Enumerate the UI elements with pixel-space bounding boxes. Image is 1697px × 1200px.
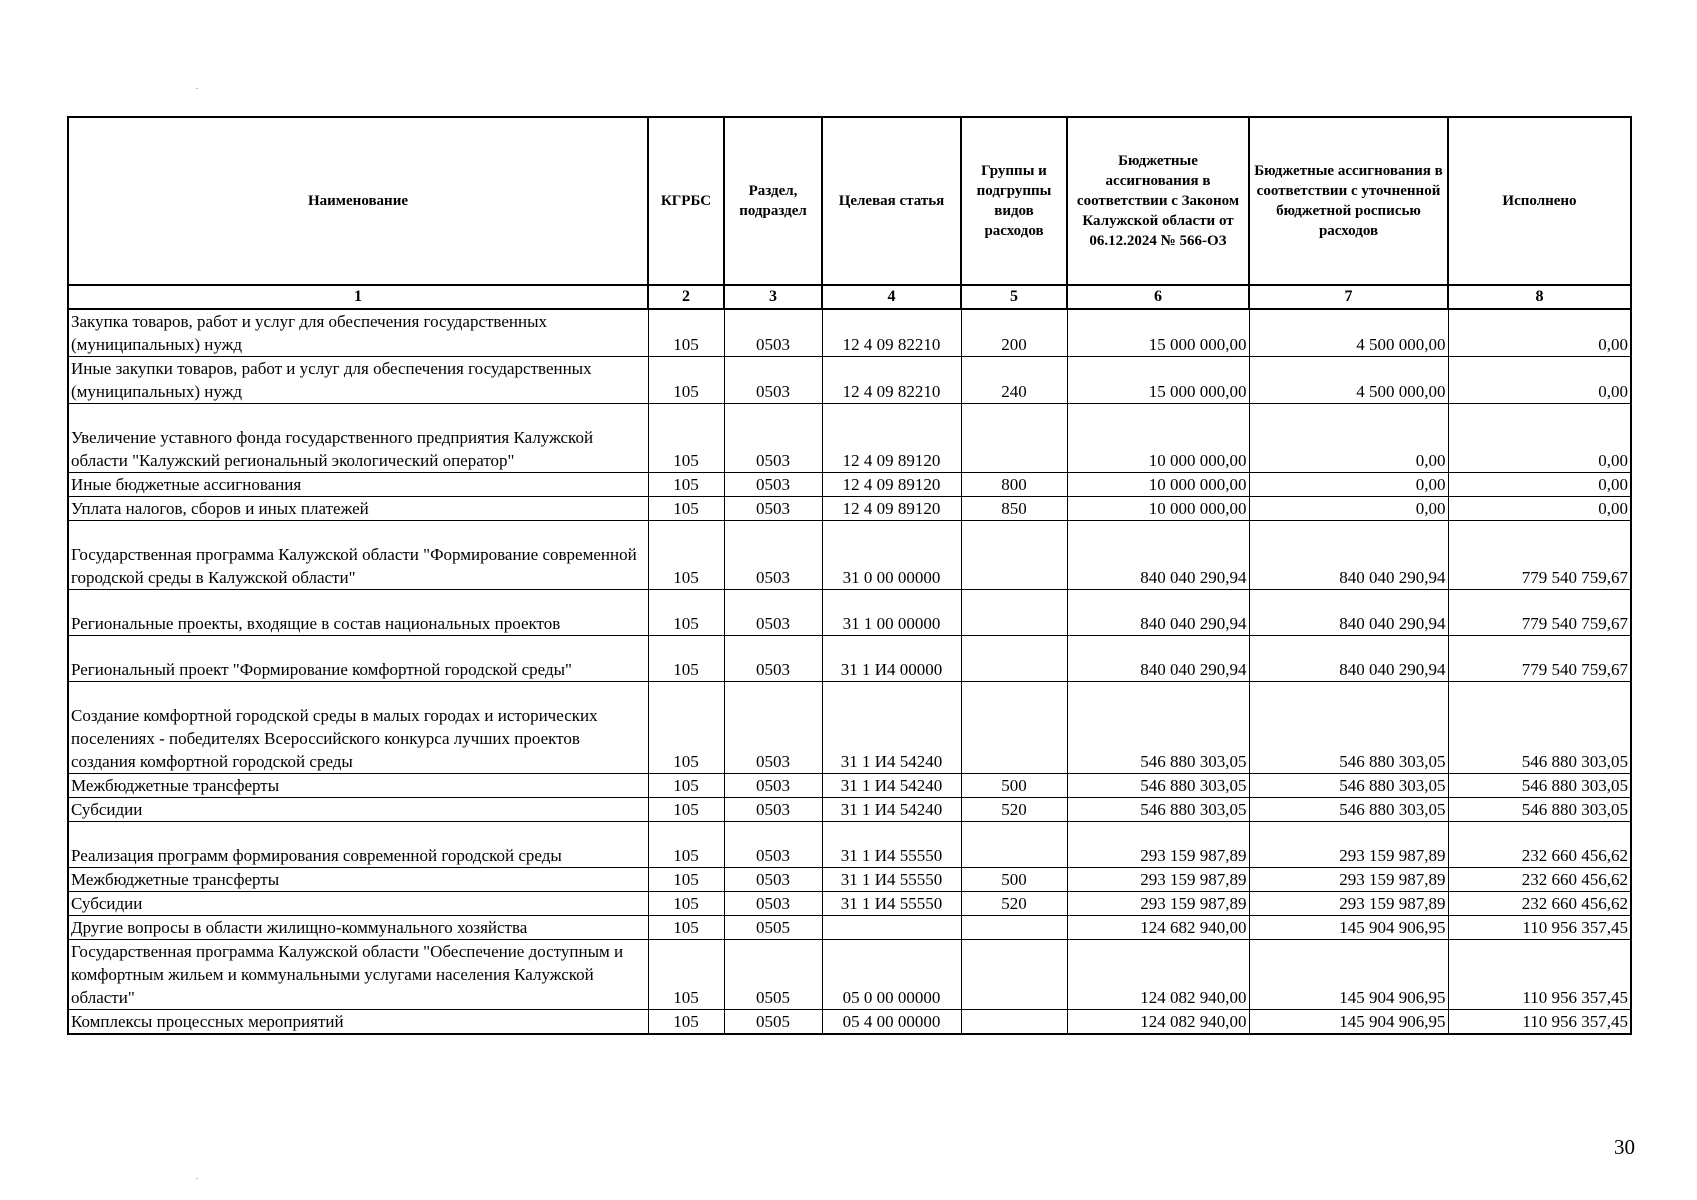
row-target-article: 31 1 И4 55550 <box>822 868 961 892</box>
row-name: Межбюджетные трансферты <box>68 868 648 892</box>
row-executed-amount: 232 660 456,62 <box>1448 868 1631 892</box>
row-kgrbs: 105 <box>648 822 724 868</box>
table-row <box>68 497 1631 521</box>
table-row <box>68 1010 1631 1035</box>
column-number: 7 <box>1249 285 1448 309</box>
row-schedule-amount: 293 159 987,89 <box>1249 868 1448 892</box>
table-row <box>68 473 1631 497</box>
row-law-amount: 840 040 290,94 <box>1067 521 1249 590</box>
row-target-article: 12 4 09 89120 <box>822 404 961 473</box>
row-law-amount: 293 159 987,89 <box>1067 892 1249 916</box>
row-target-article: 31 1 И4 54240 <box>822 798 961 822</box>
row-name: Реализация программ формирования современной городской среды <box>68 822 648 868</box>
row-expense-group <box>961 916 1067 940</box>
row-schedule-amount: 0,00 <box>1249 404 1448 473</box>
row-kgrbs: 105 <box>648 940 724 1010</box>
row-name: Иные закупки товаров, работ и услуг для обеспечения государственных (муниципальных) нужд <box>68 357 648 404</box>
row-law-amount: 10 000 000,00 <box>1067 497 1249 521</box>
row-law-amount: 124 082 940,00 <box>1067 940 1249 1010</box>
row-law-amount: 15 000 000,00 <box>1067 357 1249 404</box>
row-name: Государственная программа Калужской области "Обеспечение доступным и комфортным жильем и коммунальными услугами населения Калужской области" <box>68 940 648 1010</box>
row-name: Создание комфортной городской среды в малых городах и исторических поселениях - победителях Всероссийского конкурса лучших проектов создания комфортной городской среды <box>68 682 648 774</box>
header-row <box>68 117 1631 285</box>
row-kgrbs: 105 <box>648 357 724 404</box>
table-row <box>68 521 1631 590</box>
row-target-article: 12 4 09 89120 <box>822 497 961 521</box>
row-kgrbs: 105 <box>648 868 724 892</box>
row-executed-amount: 0,00 <box>1448 404 1631 473</box>
row-expense-group: 850 <box>961 497 1067 521</box>
row-expense-group <box>961 590 1067 636</box>
row-schedule-amount: 145 904 906,95 <box>1249 916 1448 940</box>
row-kgrbs: 105 <box>648 521 724 590</box>
row-executed-amount: 779 540 759,67 <box>1448 636 1631 682</box>
row-target-article: 31 1 И4 00000 <box>822 636 961 682</box>
table-row <box>68 774 1631 798</box>
table-row <box>68 940 1631 1010</box>
row-law-amount: 293 159 987,89 <box>1067 822 1249 868</box>
row-name: Межбюджетные трансферты <box>68 774 648 798</box>
row-expense-group: 520 <box>961 798 1067 822</box>
row-law-amount: 546 880 303,05 <box>1067 774 1249 798</box>
table-row <box>68 868 1631 892</box>
row-name: Комплексы процессных мероприятий <box>68 1010 648 1035</box>
row-executed-amount: 0,00 <box>1448 309 1631 357</box>
row-law-amount: 10 000 000,00 <box>1067 473 1249 497</box>
row-section: 0503 <box>724 357 822 404</box>
row-law-amount: 10 000 000,00 <box>1067 404 1249 473</box>
row-law-amount: 124 682 940,00 <box>1067 916 1249 940</box>
row-expense-group: 200 <box>961 309 1067 357</box>
row-kgrbs: 105 <box>648 473 724 497</box>
row-section: 0503 <box>724 682 822 774</box>
row-expense-group <box>961 636 1067 682</box>
table-row <box>68 309 1631 357</box>
row-schedule-amount: 293 159 987,89 <box>1249 892 1448 916</box>
row-executed-amount: 779 540 759,67 <box>1448 521 1631 590</box>
row-law-amount: 15 000 000,00 <box>1067 309 1249 357</box>
row-kgrbs: 105 <box>648 404 724 473</box>
row-name: Другие вопросы в области жилищно-коммунального хозяйства <box>68 916 648 940</box>
row-law-amount: 546 880 303,05 <box>1067 682 1249 774</box>
table-body <box>68 309 1631 1034</box>
row-expense-group <box>961 1010 1067 1035</box>
row-section: 0503 <box>724 404 822 473</box>
row-kgrbs: 105 <box>648 892 724 916</box>
column-number-row <box>68 285 1631 309</box>
column-number: 4 <box>822 285 961 309</box>
table-row <box>68 636 1631 682</box>
column-number: 2 <box>648 285 724 309</box>
row-expense-group: 520 <box>961 892 1067 916</box>
row-schedule-amount: 0,00 <box>1249 497 1448 521</box>
table-row <box>68 682 1631 774</box>
header-section: Раздел, подраздел <box>724 117 822 285</box>
row-kgrbs: 105 <box>648 636 724 682</box>
row-law-amount: 124 082 940,00 <box>1067 1010 1249 1035</box>
row-section: 0505 <box>724 916 822 940</box>
row-expense-group: 500 <box>961 868 1067 892</box>
header-law-allocations: Бюджетные ассигнования в соответствии с Законом Калужской области от 06.12.2024 № 566-ОЗ <box>1067 117 1249 285</box>
row-target-article: 12 4 09 82210 <box>822 309 961 357</box>
row-expense-group <box>961 822 1067 868</box>
row-kgrbs: 105 <box>648 590 724 636</box>
table-row <box>68 590 1631 636</box>
row-kgrbs: 105 <box>648 916 724 940</box>
table-row <box>68 916 1631 940</box>
row-section: 0503 <box>724 497 822 521</box>
row-schedule-amount: 840 040 290,94 <box>1249 636 1448 682</box>
row-executed-amount: 779 540 759,67 <box>1448 590 1631 636</box>
row-section: 0503 <box>724 590 822 636</box>
row-schedule-amount: 145 904 906,95 <box>1249 940 1448 1010</box>
row-expense-group: 240 <box>961 357 1067 404</box>
row-expense-group <box>961 404 1067 473</box>
row-expense-group <box>961 940 1067 1010</box>
row-section: 0503 <box>724 774 822 798</box>
row-target-article: 12 4 09 89120 <box>822 473 961 497</box>
row-section: 0505 <box>724 1010 822 1035</box>
row-section: 0503 <box>724 309 822 357</box>
row-name: Закупка товаров, работ и услуг для обеспечения государственных (муниципальных) нужд <box>68 309 648 357</box>
header-budget-schedule: Бюджетные ассигнования в соответствии с уточненной бюджетной росписью расходов <box>1249 117 1448 285</box>
header-target-article: Целевая статья <box>822 117 961 285</box>
column-number: 3 <box>724 285 822 309</box>
row-kgrbs: 105 <box>648 1010 724 1035</box>
header-name: Наименование <box>68 117 648 285</box>
header-kgrbs: КГРБС <box>648 117 724 285</box>
row-expense-group <box>961 521 1067 590</box>
row-kgrbs: 105 <box>648 309 724 357</box>
row-section: 0503 <box>724 868 822 892</box>
row-name: Уплата налогов, сборов и иных платежей <box>68 497 648 521</box>
row-executed-amount: 110 956 357,45 <box>1448 940 1631 1010</box>
row-schedule-amount: 293 159 987,89 <box>1249 822 1448 868</box>
row-name: Региональные проекты, входящие в состав национальных проектов <box>68 590 648 636</box>
column-number: 1 <box>68 285 648 309</box>
table-row <box>68 404 1631 473</box>
row-section: 0503 <box>724 521 822 590</box>
row-executed-amount: 546 880 303,05 <box>1448 774 1631 798</box>
row-expense-group: 500 <box>961 774 1067 798</box>
row-target-article: 31 1 И4 54240 <box>822 774 961 798</box>
row-target-article: 31 1 И4 55550 <box>822 822 961 868</box>
row-name: Субсидии <box>68 798 648 822</box>
row-executed-amount: 546 880 303,05 <box>1448 798 1631 822</box>
row-section: 0503 <box>724 798 822 822</box>
row-schedule-amount: 546 880 303,05 <box>1249 774 1448 798</box>
row-kgrbs: 105 <box>648 682 724 774</box>
page-number: 30 <box>1614 1135 1635 1159</box>
row-expense-group <box>961 682 1067 774</box>
row-schedule-amount: 546 880 303,05 <box>1249 682 1448 774</box>
row-section: 0503 <box>724 636 822 682</box>
table-row <box>68 822 1631 868</box>
row-target-article: 05 0 00 00000 <box>822 940 961 1010</box>
row-executed-amount: 0,00 <box>1448 497 1631 521</box>
scan-speck <box>196 1178 198 1179</box>
row-target-article: 31 1 И4 55550 <box>822 892 961 916</box>
row-law-amount: 840 040 290,94 <box>1067 636 1249 682</box>
row-target-article: 31 1 00 00000 <box>822 590 961 636</box>
table-row <box>68 798 1631 822</box>
row-schedule-amount: 4 500 000,00 <box>1249 309 1448 357</box>
row-expense-group: 800 <box>961 473 1067 497</box>
row-schedule-amount: 840 040 290,94 <box>1249 590 1448 636</box>
table-row <box>68 892 1631 916</box>
row-executed-amount: 232 660 456,62 <box>1448 822 1631 868</box>
row-name: Субсидии <box>68 892 648 916</box>
row-kgrbs: 105 <box>648 774 724 798</box>
scan-speck <box>196 88 198 89</box>
row-law-amount: 546 880 303,05 <box>1067 798 1249 822</box>
row-schedule-amount: 840 040 290,94 <box>1249 521 1448 590</box>
row-target-article: 31 1 И4 54240 <box>822 682 961 774</box>
row-schedule-amount: 145 904 906,95 <box>1249 1010 1448 1035</box>
row-schedule-amount: 4 500 000,00 <box>1249 357 1448 404</box>
row-target-article: 05 4 00 00000 <box>822 1010 961 1035</box>
row-target-article: 31 0 00 00000 <box>822 521 961 590</box>
row-executed-amount: 546 880 303,05 <box>1448 682 1631 774</box>
column-number: 8 <box>1448 285 1631 309</box>
row-kgrbs: 105 <box>648 497 724 521</box>
row-name: Иные бюджетные ассигнования <box>68 473 648 497</box>
row-executed-amount: 110 956 357,45 <box>1448 1010 1631 1035</box>
row-law-amount: 840 040 290,94 <box>1067 590 1249 636</box>
row-section: 0503 <box>724 473 822 497</box>
row-executed-amount: 0,00 <box>1448 473 1631 497</box>
row-name: Региональный проект "Формирование комфортной городской среды" <box>68 636 648 682</box>
row-section: 0503 <box>724 892 822 916</box>
row-target-article <box>822 916 961 940</box>
row-section: 0505 <box>724 940 822 1010</box>
row-name: Увеличение уставного фонда государственного предприятия Калужской области "Калужский региональный экологический оператор" <box>68 404 648 473</box>
row-executed-amount: 0,00 <box>1448 357 1631 404</box>
row-schedule-amount: 546 880 303,05 <box>1249 798 1448 822</box>
row-name: Государственная программа Калужской области "Формирование современной городской среды в Калужской области" <box>68 521 648 590</box>
row-executed-amount: 232 660 456,62 <box>1448 892 1631 916</box>
row-kgrbs: 105 <box>648 798 724 822</box>
column-number: 5 <box>961 285 1067 309</box>
row-schedule-amount: 0,00 <box>1249 473 1448 497</box>
row-law-amount: 293 159 987,89 <box>1067 868 1249 892</box>
budget-table <box>67 116 1632 1035</box>
row-section: 0503 <box>724 822 822 868</box>
header-expense-groups: Группы и подгруппы видов расходов <box>961 117 1067 285</box>
header-executed: Исполнено <box>1448 117 1631 285</box>
table-row <box>68 357 1631 404</box>
row-executed-amount: 110 956 357,45 <box>1448 916 1631 940</box>
row-target-article: 12 4 09 82210 <box>822 357 961 404</box>
column-number: 6 <box>1067 285 1249 309</box>
